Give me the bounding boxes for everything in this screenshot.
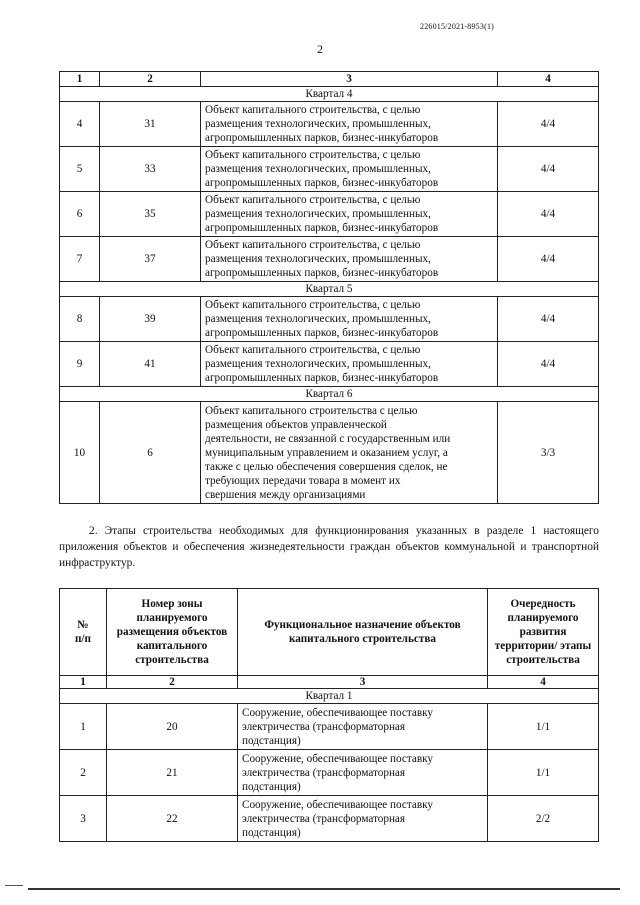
header-line: Номер зоны [141,598,203,610]
column-number: 3 [238,676,488,689]
description-line: размещения технологических, промышленных, [205,208,431,220]
description-line: агропромышленных парков, бизнес-инкубаторов [205,177,439,189]
zone-number: 41 [100,342,201,387]
description-line: Объект капитального строительства, с целью [205,239,421,251]
header-line: строительства [506,654,580,666]
column-number-row [60,72,599,87]
quarter-row [60,689,599,704]
description-line: Объект капитального строительства, с целью [205,299,421,311]
header-line: развития [519,626,567,638]
header-line: строительства [135,654,209,666]
table-row [60,342,599,387]
description-line: размещения технологических, промышленных, [205,163,431,175]
description-line: электричества (трансформаторная [242,766,406,779]
object-description [238,796,488,842]
table-header-row [60,589,599,676]
description-line: агропромышленных парков, бизнес-инкубаторов [205,132,439,144]
object-description [201,102,498,147]
row-number: 1 [60,704,107,750]
stage-value: 4/4 [498,102,599,147]
stage-value: 3/3 [498,402,599,504]
column-number: 4 [488,676,599,689]
row-number: 8 [60,297,100,342]
header-line: капитального строительства [289,633,436,645]
quarter-title: Квартал 5 [60,282,599,297]
table-row [60,102,599,147]
description-line: Объект капитального строительства, с целью [205,104,421,116]
description-line: Объект капитального строительства, с целью [205,194,421,206]
zone-number: 39 [100,297,201,342]
zone-number: 20 [107,704,238,750]
description-line: Сооружение, обеспечивающее поставку [242,798,434,811]
stages-table-2 [59,588,599,842]
quarter-title: Квартал 6 [60,387,599,402]
description-line: подстанция) [242,734,301,747]
description-line: Объект капитального строительства, с целью [205,344,421,356]
stage-value: 4/4 [498,147,599,192]
stage-value: 4/4 [498,192,599,237]
header-cell [488,589,599,676]
object-description [238,750,488,796]
row-number: 7 [60,237,100,282]
stage-value: 2/2 [488,796,599,842]
header-cell [60,589,107,676]
stage-value: 1/1 [488,704,599,750]
zone-number: 21 [107,750,238,796]
table-row [60,297,599,342]
stage-value: 4/4 [498,297,599,342]
row-number: 5 [60,147,100,192]
description-line: Объект капитального строительства с целью [205,404,418,417]
column-number: 2 [100,72,201,87]
quarter-row [60,387,599,402]
zone-number: 6 [100,402,201,504]
object-description [201,192,498,237]
description-line: агропромышленных парков, бизнес-инкубаторов [205,222,439,234]
quarter-row [60,282,599,297]
table-row [60,704,599,750]
description-line: муниципальным управлением и оказанием услуг, а [205,446,448,459]
header-cell [238,589,488,676]
table-row [60,402,599,504]
column-number: 1 [60,676,107,689]
object-description [201,237,498,282]
column-number: 1 [60,72,100,87]
zone-number: 31 [100,102,201,147]
column-number: 2 [107,676,238,689]
stage-value: 1/1 [488,750,599,796]
object-description [238,704,488,750]
description-line: требующих передачи товара в момент их [205,474,401,487]
column-number-row [60,676,599,689]
zone-number: 33 [100,147,201,192]
table-row [60,796,599,842]
column-number: 4 [498,72,599,87]
description-line: Сооружение, обеспечивающее поставку [242,706,434,719]
row-number: 9 [60,342,100,387]
description-line: размещения технологических, промышленных, [205,358,431,370]
object-description [201,297,498,342]
object-description [201,402,498,504]
section-2-paragraph: 2. Этапы строительства необходимых для функционирования указанных в разделе 1 настоящего приложения объектов и обеспечения жизнедеятельности граждан объектов коммунальной и транспортной инфраструктур. [59,525,599,569]
quarter-title: Квартал 4 [60,87,599,102]
description-line: Сооружение, обеспечивающее поставку [242,752,434,765]
header-line: № [77,619,89,631]
zone-number: 22 [107,796,238,842]
description-line: подстанция) [242,826,301,839]
header-line: п/п [74,633,91,645]
footer-mark [5,885,23,886]
table-row [60,192,599,237]
description-line: Объект капитального строительства, с целью [205,149,421,161]
header-line: Функциональное назначение объектов [264,619,461,631]
description-line: агропромышленных парков, бизнес-инкубаторов [205,327,439,339]
description-line: агропромышленных парков, бизнес-инкубаторов [205,372,439,384]
description-line: деятельности, не связанной с государственным или [205,432,451,445]
table-row [60,750,599,796]
object-description [201,342,498,387]
header-line: размещения объектов [116,626,228,638]
description-line: размещения технологических, промышленных, [205,118,431,130]
description-line: электричества (трансформаторная [242,720,406,733]
row-number: 4 [60,102,100,147]
stage-value: 4/4 [498,342,599,387]
stages-table-1 [59,71,599,504]
header-line: планируемого [136,612,208,624]
table-row [60,237,599,282]
description-line: размещения технологических, промышленных, [205,253,431,265]
footer-rule [28,888,620,890]
row-number: 2 [60,750,107,796]
row-number: 3 [60,796,107,842]
column-number: 3 [201,72,498,87]
header-line: территории/ этапы [494,640,592,652]
row-number: 10 [60,402,100,504]
description-line: размещения технологических, промышленных, [205,313,431,325]
table-row [60,147,599,192]
zone-number: 37 [100,237,201,282]
description-line: подстанция) [242,780,301,793]
description-line: электричества (трансформаторная [242,812,406,825]
description-line: размещения объектов управленческой [205,418,387,431]
header-line: Очередность [510,598,576,610]
quarter-row [60,87,599,102]
stage-value: 4/4 [498,237,599,282]
header-cell [107,589,238,676]
document-id: 226015/2021-8953(1) [420,22,495,31]
description-line: свершения между организациями [205,488,366,501]
page-number: 2 [317,42,323,56]
description-line: агропромышленных парков, бизнес-инкубаторов [205,267,439,279]
description-line: также с целью обеспечения совершения сделок, не [205,460,448,473]
quarter-title: Квартал 1 [60,689,599,704]
header-line: планируемого [507,612,579,624]
row-number: 6 [60,192,100,237]
object-description [201,147,498,192]
zone-number: 35 [100,192,201,237]
header-line: капитального [136,640,208,652]
